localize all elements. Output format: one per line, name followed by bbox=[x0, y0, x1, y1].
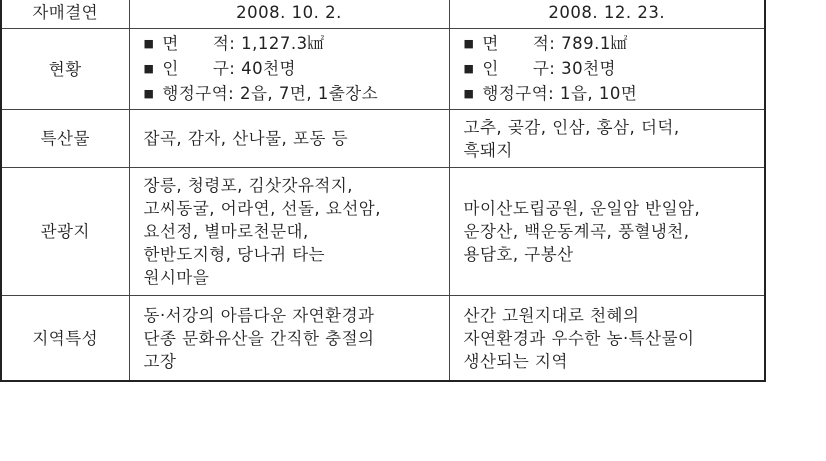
right-status-cell bbox=[449, 29, 765, 110]
row-label-products: 특산물 bbox=[1, 110, 129, 168]
table-row bbox=[1, 0, 765, 29]
cell-line: 단종 문화유산을 간직한 충절의 bbox=[143, 328, 375, 348]
cell-line: 흑돼지 bbox=[463, 140, 513, 160]
table-row bbox=[1, 168, 765, 296]
cell-line: 운장산, 백운동계곡, 풍혈냉천, bbox=[463, 222, 690, 241]
bullet-square-icon: ■ bbox=[463, 61, 475, 75]
left-products-cell bbox=[129, 110, 449, 168]
right-products-cell bbox=[449, 110, 765, 168]
row-label-features: 지역특성 bbox=[1, 296, 129, 382]
list-item: ■ 인 구: 40천명 bbox=[143, 58, 296, 78]
table-row bbox=[1, 296, 765, 382]
cell-line: 장릉, 청령포, 김삿갓유적지, bbox=[143, 176, 354, 195]
list-item: ■ 행정구역: 1읍, 10면 bbox=[463, 83, 638, 103]
bullet-square-icon: ■ bbox=[463, 36, 475, 50]
cell-line: 원시마을 bbox=[143, 268, 210, 287]
list-item: ■ 행정구역: 2읍, 7면, 1출장소 bbox=[143, 83, 379, 103]
cell-line: 잡곡, 감자, 산나물, 포동 등 bbox=[143, 129, 349, 148]
list-item: ■ 면 적: 1,127.3㎢ bbox=[143, 33, 325, 53]
cell-line: 산간 고원지대로 천혜의 bbox=[463, 305, 640, 325]
list-item: ■ 인 구: 30천명 bbox=[463, 58, 616, 78]
bullet-square-icon: ■ bbox=[143, 36, 155, 50]
left-designation-date: 2008. 10. 2. bbox=[129, 0, 449, 29]
cell-line: 고추, 곶감, 인삼, 홍삼, 더덕, bbox=[463, 117, 680, 137]
row-label-status: 현황 bbox=[1, 29, 129, 110]
cell-line: 용담호, 구봉산 bbox=[463, 245, 574, 264]
right-tourism-cell bbox=[449, 168, 765, 296]
row-label-tourism: 관광지 bbox=[1, 168, 129, 296]
list-item: ■ 면 적: 789.1㎢ bbox=[463, 33, 628, 53]
cell-line: 요선정, 별마로천문대, bbox=[143, 222, 309, 241]
cell-line: 고씨동굴, 어라연, 선돌, 요선암, bbox=[143, 199, 381, 218]
left-features-cell bbox=[129, 296, 449, 382]
bullet-square-icon: ■ bbox=[143, 86, 155, 100]
bullet-square-icon: ■ bbox=[463, 86, 475, 100]
cell-line: 고장 bbox=[143, 351, 177, 371]
right-features-cell bbox=[449, 296, 765, 382]
cell-line: 한반도지형, 당나귀 타는 bbox=[143, 245, 326, 264]
table-row bbox=[1, 110, 765, 168]
cell-line: 마이산도립공원, 운일암 반일암, bbox=[463, 199, 701, 218]
bullet-square-icon: ■ bbox=[143, 61, 155, 75]
left-tourism-cell bbox=[129, 168, 449, 296]
row-label-designation: 자매결연 bbox=[1, 0, 129, 29]
cell-line: 생산되는 지역 bbox=[463, 351, 568, 371]
cell-line: 동·서강의 아름다운 자연환경과 bbox=[143, 305, 375, 325]
table-row bbox=[1, 29, 765, 110]
left-status-cell bbox=[129, 29, 449, 110]
cell-line: 자연환경과 우수한 농·특산물이 bbox=[463, 328, 695, 348]
right-designation-date: 2008. 12. 23. bbox=[449, 0, 765, 29]
